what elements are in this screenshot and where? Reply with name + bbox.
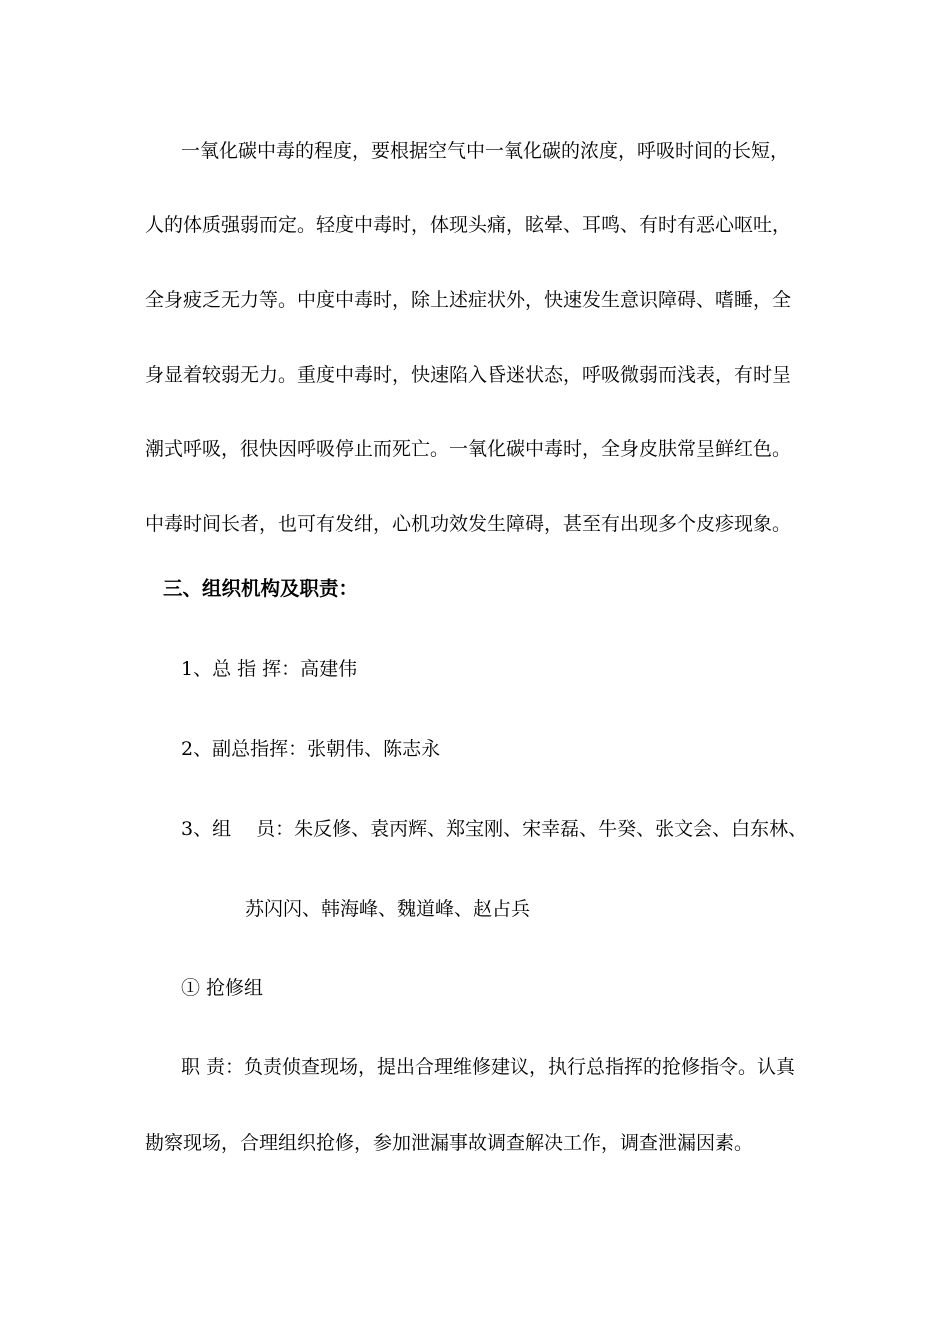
paragraph-line-6: 中毒时间长者，也可有发绀，心机功效发生障碍，甚至有出现多个皮疹现象。 [145, 513, 792, 535]
paragraph-line-2: 人的体质强弱而定。轻度中毒时，体现头痛，眩晕、耳鸣、有时有恶心呕吐， [145, 214, 792, 236]
role-deputy: 2、副总指挥：张朝伟、陈志永 [181, 738, 441, 760]
group-title: ① 抢修组 [181, 977, 264, 999]
section-heading: 三、组织机构及职责： [163, 577, 359, 600]
paragraph-line-5: 潮式呼吸，很快因呼吸停止而死亡。一氧化碳中毒时，全身皮肤常呈鲜红色。 [145, 438, 792, 460]
group-duty-line-2: 勘察现场，合理组织抢修，参加泄漏事故调查解决工作，调查泄漏因素。 [145, 1132, 754, 1154]
paragraph-line-4: 身显着较弱无力。重度中毒时，快速陷入昏迷状态，呼吸微弱而浅表，有时呈 [145, 364, 792, 386]
role-members-line-2: 苏闪闪、韩海峰、魏道峰、赵占兵 [245, 898, 531, 920]
paragraph-line-1: 一氧化碳中毒的程度，要根据空气中一氧化碳的浓度，呼吸时间的长短， [181, 140, 790, 162]
role-members-line-1: 3、组 员：朱反修、袁丙辉、郑宝刚、宋幸磊、牛癸、张文会、白东林、 [181, 818, 808, 840]
group-duty-line-1: 职 责：负责侦查现场，提出合理维修建议，执行总指挥的抢修指令。认真 [181, 1056, 796, 1078]
role-chief: 1、总 指 挥：高建伟 [181, 658, 358, 680]
paragraph-line-3: 全身疲乏无力等。中度中毒时，除上述症状外，快速发生意识障碍、嗜睡，全 [145, 289, 792, 311]
